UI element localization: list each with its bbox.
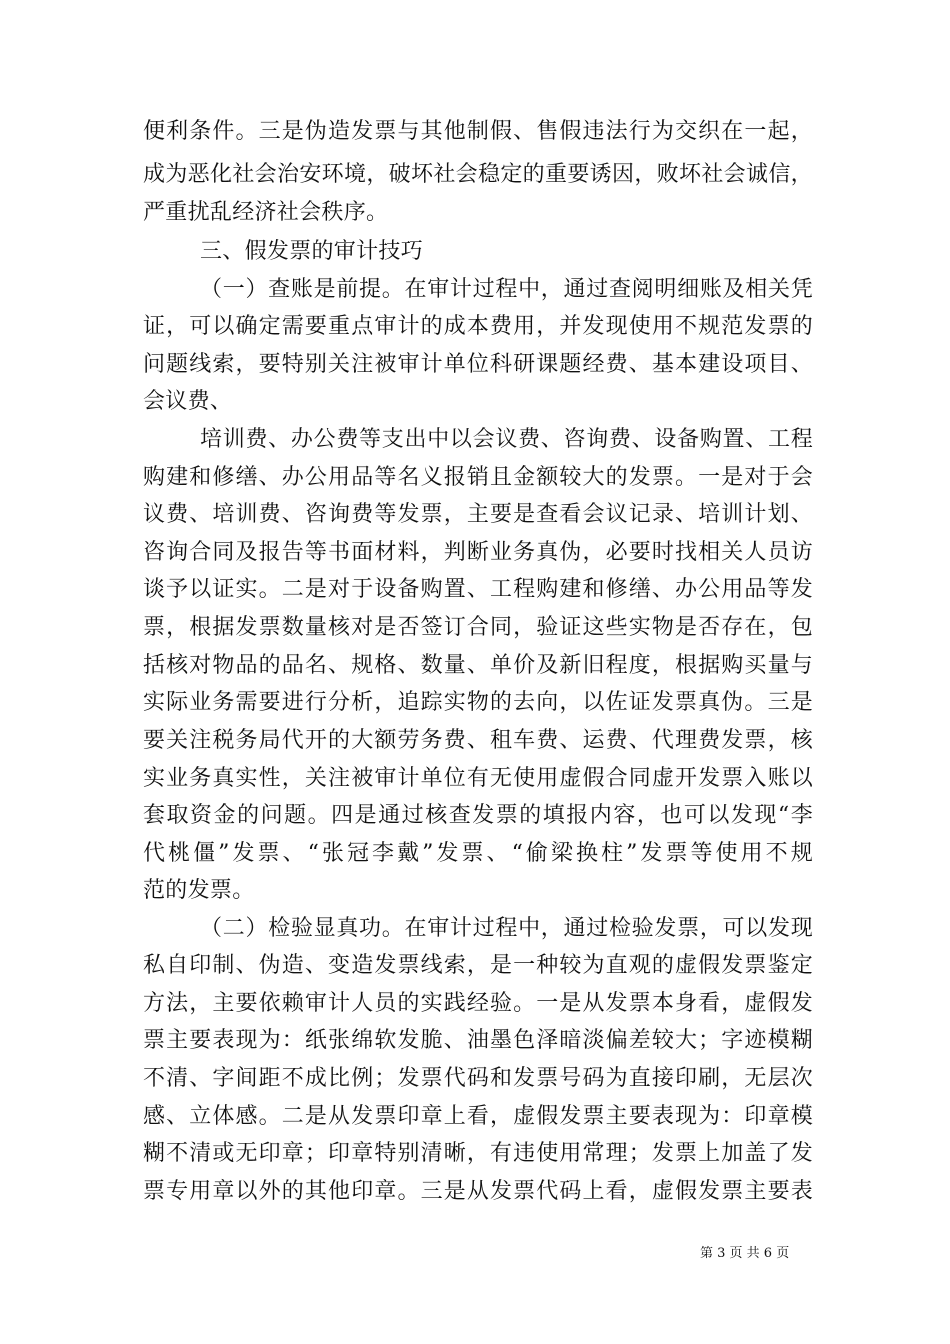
paragraph-line: 私自印制、伪造、变造发票线索，是一种较为直观的虚假发票鉴定 [143,953,813,978]
paragraph-line: 不清、字间距不成比例；发票代码和发票号码为直接印刷，无层次 [143,1066,813,1091]
paragraph-line: 套取资金的问题。四是通过核查发票的填报内容，也可以发现“李 [143,803,813,828]
paragraph-line: 票专用章以外的其他印章。三是从发票代码上看，虚假发票主要表 [143,1179,813,1204]
paragraph-line: 糊不清或无印章；印章特别清晰，有违使用常理；发票上加盖了发 [143,1141,813,1166]
paragraph-line: 培训费、办公费等支出中以会议费、咨询费、设备购置、工程 [200,427,813,452]
paragraph-line: 票，根据发票数量核对是否签订合同，验证这些实物是否存在，包 [143,615,813,640]
paragraph-line: 代桃僵”发票、“张冠李戴”发票、“偷梁换柱”发票等使用不规 [143,841,813,866]
paragraph-line: 方法，主要依赖审计人员的实践经验。一是从发票本身看，虚假发 [143,991,813,1016]
paragraph-line: 证，可以确定需要重点审计的成本费用，并发现使用不规范发票的 [143,314,813,339]
paragraph-line: 议费、培训费、咨询费等发票，主要是查看会议记录、培训计划、 [143,502,813,527]
paragraph-line: 感、立体感。二是从发票印章上看，虚假发票主要表现为：印章模 [143,1104,813,1129]
paragraph-line: 严重扰乱经济社会秩序。 [143,200,389,225]
paragraph-line: 要关注税务局代开的大额劳务费、租车费、运费、代理费发票，核 [143,728,813,753]
paragraph-line: 成为恶化社会治安环境，破坏社会稳定的重要诱因，败坏社会诚信， [143,162,813,187]
paragraph-line: 会议费、 [143,389,233,414]
paragraph-line: （二）检验显真功。在审计过程中，通过检验发票，可以发现 [200,916,813,941]
paragraph-line: 问题线索，要特别关注被审计单位科研课题经费、基本建设项目、 [143,352,813,377]
paragraph-line: 括核对物品的品名、规格、数量、单价及新旧程度，根据购买量与 [143,653,813,678]
paragraph-line: 咨询合同及报告等书面材料，判断业务真伪，必要时找相关人员访 [143,540,813,565]
paragraph-line: 票主要表现为：纸张绵软发脆、油墨色泽暗淡偏差较大；字迹模糊 [143,1028,813,1053]
section-heading: 三、假发票的审计技巧 [200,239,424,264]
paragraph-line: 范的发票。 [143,878,255,903]
page-number-footer: 第 3 页 共 6 页 [700,1246,790,1261]
paragraph-line: 谈予以证实。二是对于设备购置、工程购建和修缮、办公用品等发 [143,577,813,602]
paragraph-line: （一）查账是前提。在审计过程中，通过查阅明细账及相关凭 [200,277,813,302]
paragraph-line: 便利条件。三是伪造发票与其他制假、售假违法行为交织在一起， [143,119,813,144]
paragraph-line: 实业务真实性，关注被审计单位有无使用虚假合同虚开发票入账以 [143,766,813,791]
paragraph-line: 实际业务需要进行分析，追踪实物的去向，以佐证发票真伪。三是 [143,690,813,715]
paragraph-line: 购建和修缮、办公用品等名义报销且金额较大的发票。一是对于会 [143,465,813,490]
